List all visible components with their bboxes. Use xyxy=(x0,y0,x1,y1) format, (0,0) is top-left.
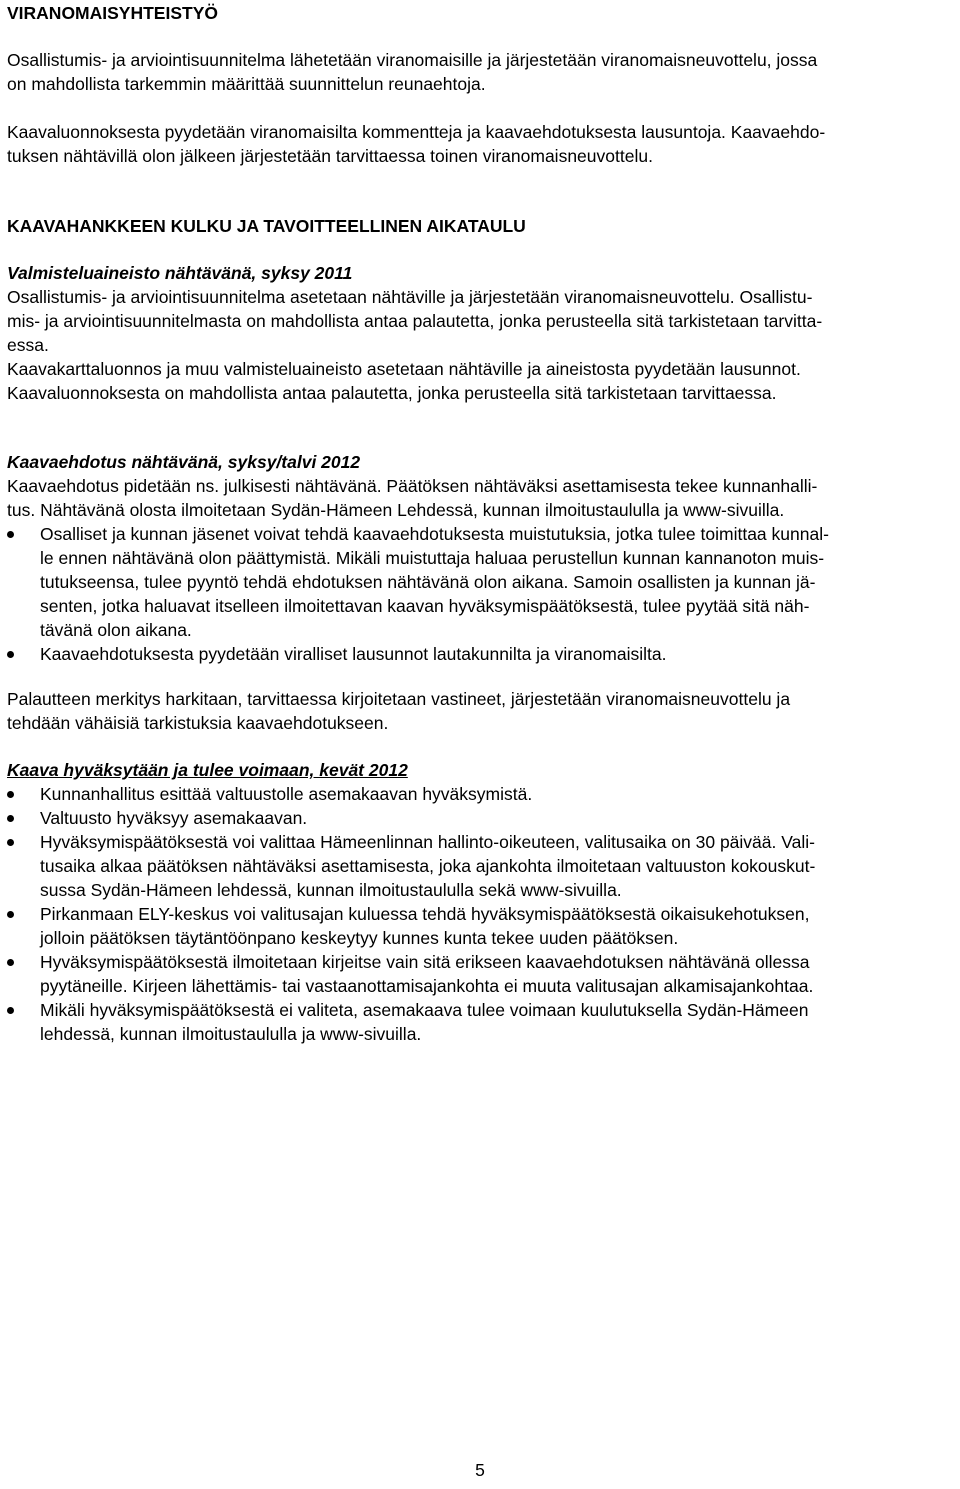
bullet-icon xyxy=(7,815,14,822)
section-title-kaavahankkeen-kulku: KAAVAHANKKEEN KULKU JA TAVOITTEELLINEN AIKATAULU xyxy=(7,216,526,236)
paragraph: Kaavaluonnoksesta pyydetään viranomaisilta kommentteja ja kaavaehdotuksesta lausuntoja. Kaavaehdo- tuksen nähtävillä olon jälkeen järjestetään tarvittaessa toinen viranomaisneuvottelu. xyxy=(7,122,826,166)
bullet-icon xyxy=(7,1007,14,1014)
phase-heading-valmisteluaineisto: Valmisteluaineisto nähtävänä, syksy 2011 xyxy=(7,263,353,283)
bullet-icon xyxy=(7,651,14,658)
bullet-icon xyxy=(7,839,14,846)
paragraph: Kaavaehdotus pidetään ns. julkisesti nähtävänä. Päätöksen nähtäväksi asettamisesta tekee kunnanhalli- tus. Nähtävänä olosta ilmoitetaan Sydän-Hämeen Lehdessä, kunnan ilmoitustaululla ja www-sivuilla. xyxy=(7,476,818,520)
page-number: 5 xyxy=(475,1460,485,1480)
paragraph: Osallistumis- ja arviointisuunnitelma asetetaan nähtäville ja järjestetään viranomaisneuvottelu. Osallistu- mis- ja arviointisuunnitelmasta on mahdollista antaa palautetta, jonka perusteella sitä tarkistetaan tarvitta- essa. xyxy=(7,287,823,355)
phase-heading-kaava-hyvaksytaan: Kaava hyväksytään ja tulee voimaan, kevät 2012 xyxy=(7,760,408,780)
bullet-icon xyxy=(7,911,14,918)
phase-heading-kaavaehdotus: Kaavaehdotus nähtävänä, syksy/talvi 2012 xyxy=(7,452,361,472)
paragraph: Palautteen merkitys harkitaan, tarvittaessa kirjoitetaan vastineet, järjestetään viranomaisneuvottelu ja tehdään vähäisiä tarkistuksia kaavaehdotukseen. xyxy=(7,689,791,733)
section-title-viranomaisyhteistyo: VIRANOMAISYHTEISTYÖ xyxy=(7,3,218,23)
bullet-icon xyxy=(7,531,14,538)
paragraph: Kaavakarttaluonnos ja muu valmisteluaineisto asetetaan nähtäville ja aineistosta pyydetään lausunnot. Kaavaluonnoksesta on mahdollista antaa palautetta, jonka perusteella sitä tarkistetaan tarvittaessa. xyxy=(7,359,801,403)
bullet-icon xyxy=(7,959,14,966)
bullet-icon xyxy=(7,791,14,798)
paragraph: Osallistumis- ja arviointisuunnitelma lähetetään viranomaisille ja järjestetään viranomaisneuvottelu, jossa on mahdollista tarkemmin määrittää suunnittelun reunaehtoja. xyxy=(7,50,818,94)
